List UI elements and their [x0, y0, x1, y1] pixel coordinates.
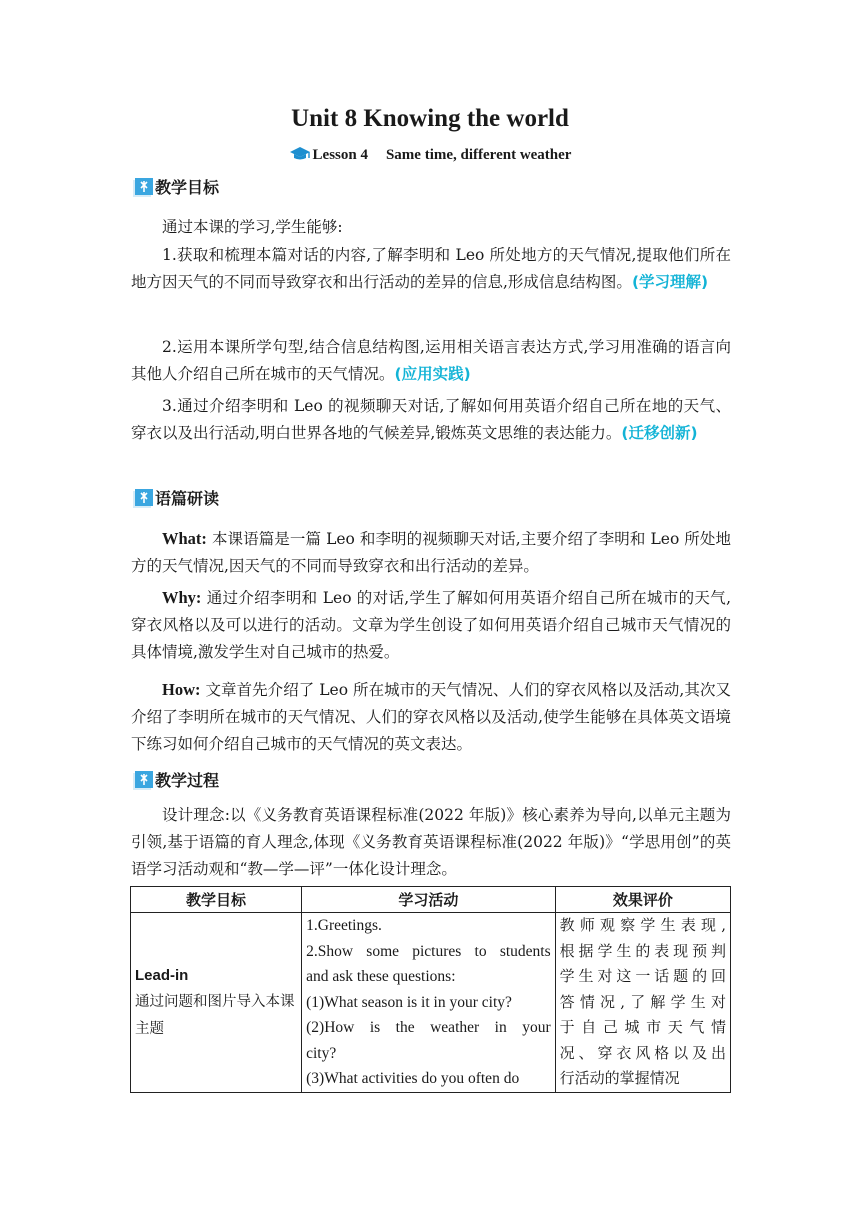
unit-title: Unit 8 Knowing the world: [291, 105, 569, 132]
graduation-cap-icon: [289, 146, 311, 169]
objective-text: 1.获取和梳理本篇对话的内容,了解李明和 Leo 所处地方的天气情况,提取他们所在地方因天气的不同而导致穿衣和出行活动的差异的信息,形成信息结构图。: [131, 246, 731, 291]
objective-tag: (学习理解): [631, 273, 709, 291]
table-header: 效果评价: [555, 887, 730, 913]
reading-text: 通过介绍李明和 Leo 的对话,学生了解如何用英语介绍自己所在城市的天气,穿衣风格以及可以进行的活动。文章为学生创设了如何用英语介绍自己城市天气情况的具体情境,激发学生对自己城市的热爱。: [131, 589, 731, 661]
activity-line: (1)What season is it in your city?: [306, 993, 512, 1011]
table-header: 学习活动: [302, 887, 556, 913]
evaluation-line: 于自己城市天气情: [559, 1018, 726, 1036]
activity-line: (3)What activities do you often do: [306, 1070, 520, 1087]
objective-item-2: [131, 334, 731, 388]
activity-line: (2)How is the weather in your: [306, 1019, 551, 1036]
objective-tag: (应用实践): [394, 365, 471, 383]
objective-text: 2.运用本课所学句型,结合信息结构图,运用相关语言表达方式,学习用准确的语言向其他人介绍自己所在城市的天气情况。: [131, 338, 731, 383]
activity-cell: [302, 913, 556, 1093]
section-heading-reading: [132, 486, 219, 512]
evaluation-cell: [555, 913, 730, 1093]
reading-label: How:: [162, 680, 201, 699]
goal-cell: [131, 913, 302, 1093]
evaluation-line: 教师观察学生表现,: [559, 916, 726, 934]
objective-tag: (迁移创新): [621, 424, 698, 442]
reading-why: [131, 584, 731, 666]
reading-how: [131, 676, 731, 758]
lesson-heading: [0, 144, 860, 169]
section-title: 教学过程: [155, 771, 220, 790]
objective-text: 3.通过介绍李明和 Leo 的视频聊天对话,了解如何用英语介绍自己所在地的天气、穿衣以及出行活动,明白世界各地的气候差异,锻炼英文思维的表达能力。: [131, 397, 731, 442]
section-icon: [132, 488, 154, 510]
activity-line: and ask these questions:: [306, 968, 456, 985]
lesson-title: Same time, different weather: [385, 147, 572, 163]
teaching-process-table: [130, 886, 731, 1093]
activity-line: 1.Greetings.: [306, 917, 382, 934]
activity-line: 2.Show some pictures to students: [306, 942, 551, 960]
section-title: 教学目标: [155, 178, 220, 197]
evaluation-line: 答情况,了解学生对: [559, 992, 726, 1011]
section-icon: [132, 770, 154, 792]
activity-line: city?: [306, 1044, 337, 1062]
section-heading-process: [132, 768, 219, 794]
reading-text: 本课语篇是一篇 Leo 和李明的视频聊天对话,主要介绍了李明和 Leo 所处地方的天气情况,因天气的不同而导致穿衣和出行活动的差异。: [131, 530, 731, 575]
evaluation-line: 学生对这一话题的回: [559, 967, 726, 985]
reading-what: [131, 525, 731, 580]
reading-label: Why:: [162, 588, 202, 607]
reading-text: 文章首先介绍了 Leo 所在城市的天气情况、人们的穿衣风格以及活动,其次又介绍了李明所在城市的天气情况、人们的穿衣风格以及活动,使学生能够在具体英文语境下练习如何介绍自己城市的天气情况的英文表达。: [131, 681, 731, 753]
objectives-intro: 通过本课的学习,学生能够:: [162, 218, 343, 236]
reading-label: What:: [162, 529, 207, 548]
table-header: 教学目标: [131, 887, 302, 913]
process-intro: 设计理念:以《义务教育英语课程标准(2022 年版)》核心素养为导向,以单元主题为引领,基于语篇的育人理念,体现《义务教育英语课程标准(2022 年版)》“学思用创”的英语学习活动观和“教—学—评”一体化设计理念。: [131, 806, 731, 878]
goal-description: 通过问题和图片导入本课主题: [135, 993, 295, 1037]
evaluation-line: 况、穿衣风格以及出: [559, 1043, 726, 1062]
lesson-label: Lesson 4: [312, 147, 368, 163]
section-title: 语篇研读: [155, 489, 220, 508]
section-heading-objectives: [132, 175, 219, 201]
objective-item-1: [131, 242, 731, 296]
evaluation-line: 行活动的掌握情况: [559, 1069, 680, 1087]
table-header-row: [131, 887, 731, 913]
evaluation-line: 根据学生的表现预判: [559, 941, 726, 960]
objective-item-3: [131, 393, 731, 447]
table-row: [131, 913, 731, 1093]
section-icon: [132, 177, 154, 199]
goal-title: Lead-in: [135, 966, 189, 984]
